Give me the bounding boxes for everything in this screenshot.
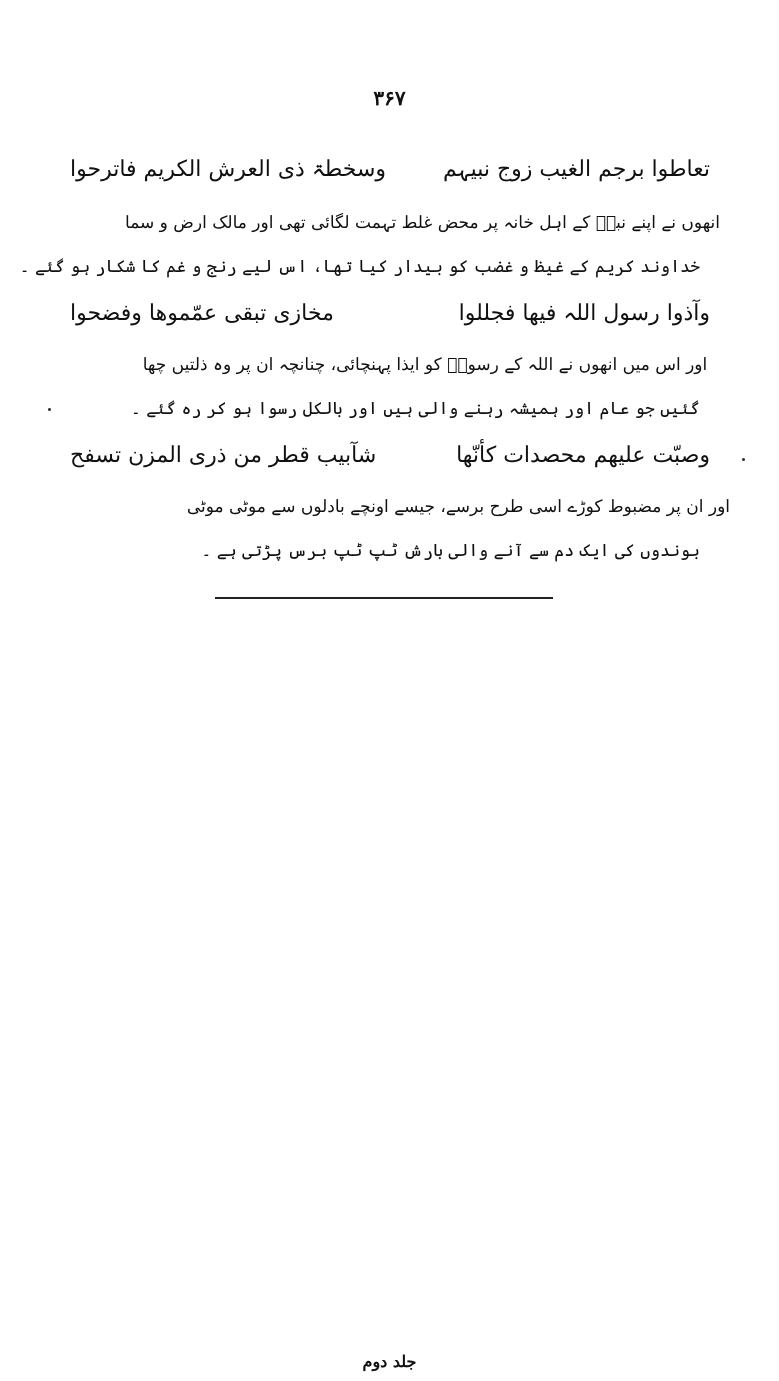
verse-3-first-hemistich: وصبّت علیھم محصدات کأنّھا bbox=[456, 443, 710, 468]
verse-1-first-hemistich: تعاطوا برجم الغیب زوج نبیہم bbox=[443, 157, 710, 182]
verse-3-translation-line-2: بوندوں کی ایک دم سے آنے والی بارش ٹپ ٹپ برس پڑتی ہے ۔ bbox=[201, 541, 700, 561]
verse-2 bbox=[70, 294, 710, 334]
section-divider bbox=[215, 597, 553, 599]
verse-3 bbox=[70, 436, 710, 476]
scan-speck bbox=[742, 458, 745, 461]
verse-3-second-hemistich: شآبیب قطر من ذری المزن تسفح bbox=[70, 443, 377, 468]
verse-1-translation-line-1: انھوں نے اپنے نبیؐ کے اہل خانہ پر محض غلط تہمت لگائی تھی اور مالک ارض و سما bbox=[125, 213, 720, 233]
scan-speck bbox=[48, 408, 51, 411]
volume-footer: جلد دوم bbox=[362, 1352, 417, 1371]
verse-1-second-hemistich: وسخطۃ ذی العرش الکریم فاترحوا bbox=[70, 157, 387, 182]
verse-1-translation-line-2: خداوند کریم کے غیظ و غضب کو بیدار کیا تھا، اس لیے رنج و غم کا شکار ہو گئے ۔ bbox=[19, 257, 700, 277]
verse-2-translation-line-2: گئیں جو عام اور ہمیشہ رہنے والی ہیں اور بالکل رسوا ہو کر رہ گئے ۔ bbox=[130, 399, 700, 419]
verse-2-first-hemistich: وآذوا رسول اللہ فیھا فجللوا bbox=[458, 301, 710, 326]
page-number: ۳۶۷ bbox=[373, 86, 406, 110]
verse-3-translation-line-1: اور ان پر مضبوط کوڑے اسی طرح برسے، جیسے اونچے بادلوں سے موٹی موٹی bbox=[186, 497, 730, 517]
verse-2-translation-line-1: اور اس میں انھوں نے اللہ کے رسولؐ کو ایذا پہنچائی، چنانچہ ان پر وہ ذلتیں چھا bbox=[142, 355, 708, 375]
verse-2-second-hemistich: مخازی تبقی عمّموھا وفضحوا bbox=[70, 301, 334, 326]
verse-1 bbox=[70, 150, 710, 190]
